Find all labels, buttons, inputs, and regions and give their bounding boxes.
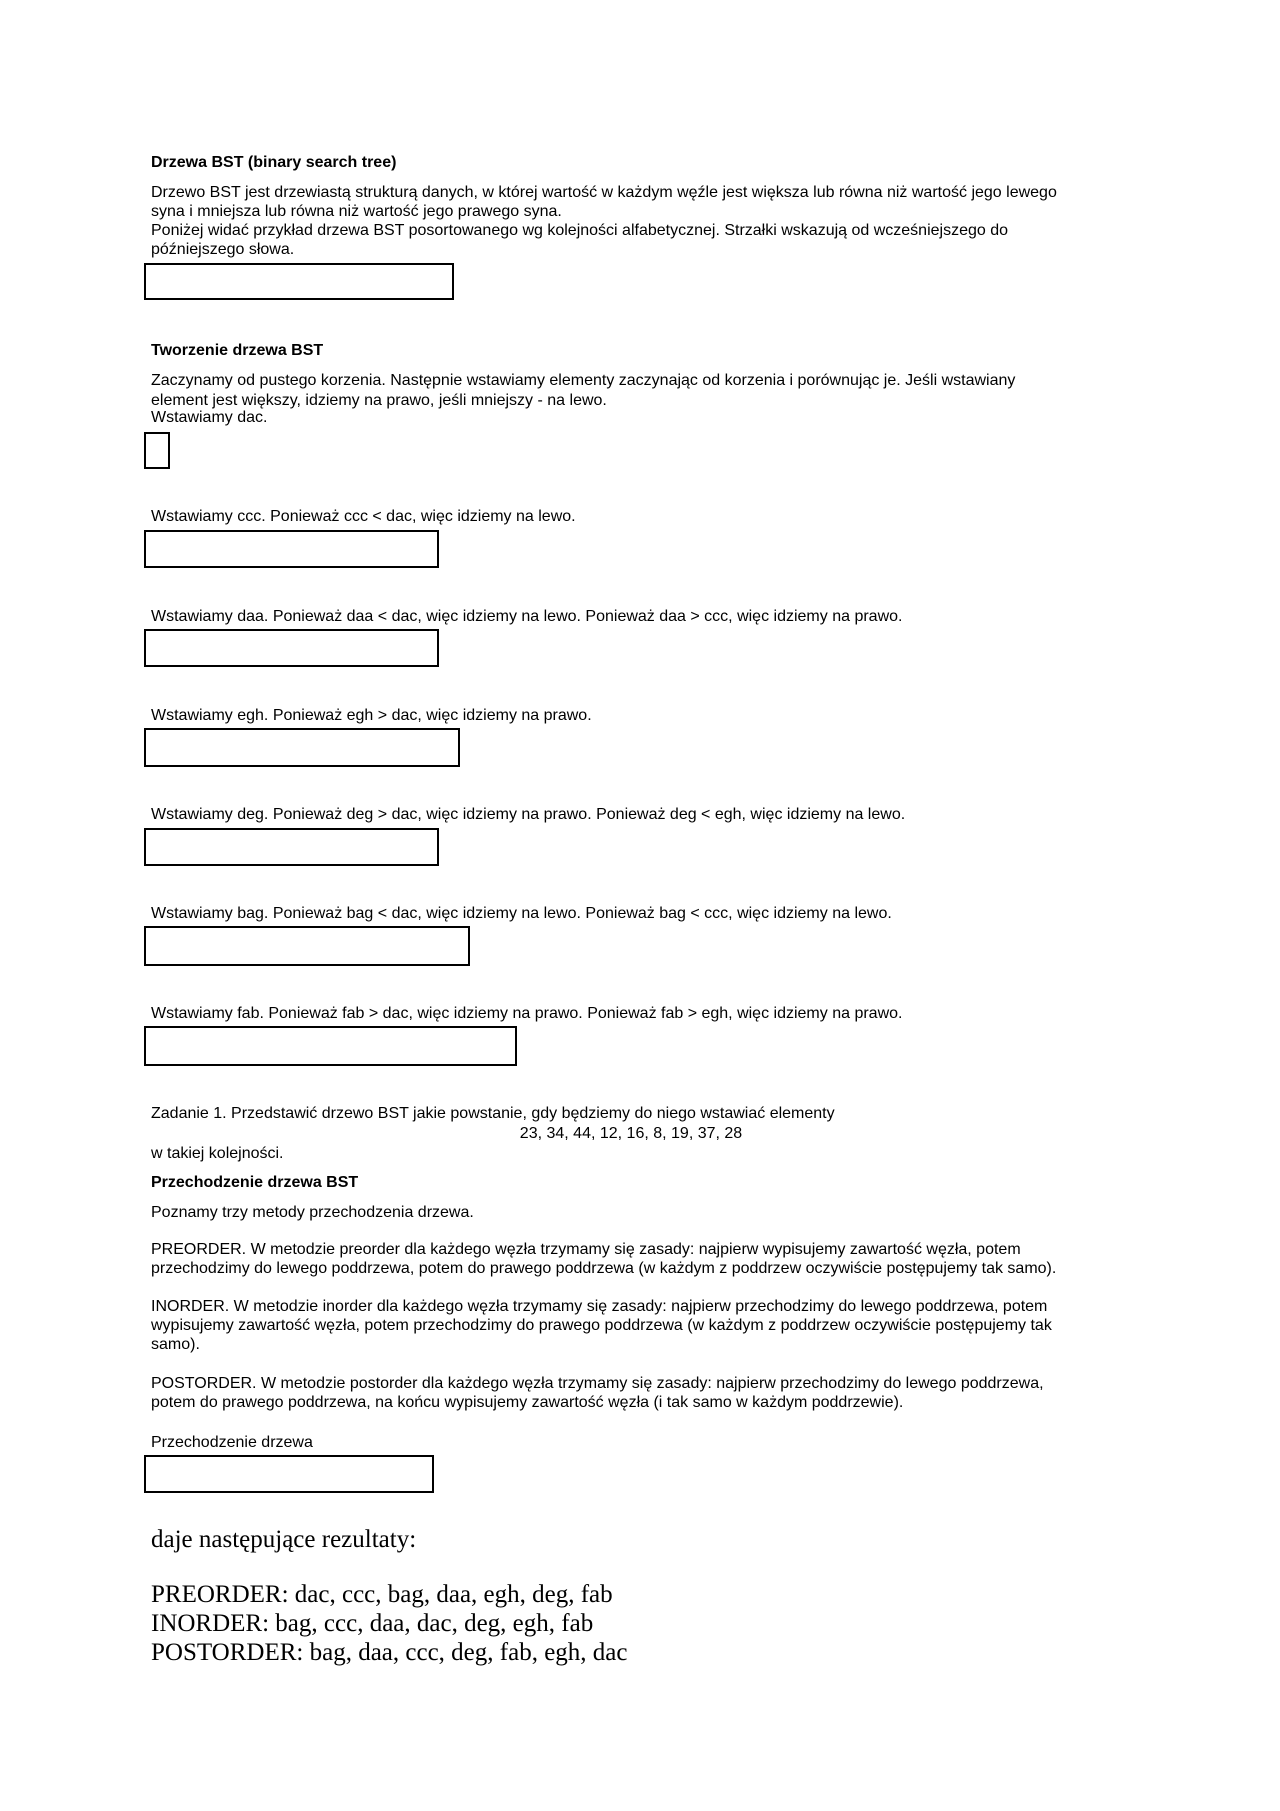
section-heading-bst: Drzewa BST (binary search tree)	[151, 154, 397, 171]
traversal-label: Przechodzenie drzewa	[151, 1434, 313, 1451]
paragraph-line: Zaczynamy od pustego korzenia. Następnie wstawiamy elementy zaczynając od korzenia i porównując je. Jeśli wstawiany	[151, 372, 1016, 389]
task-text: w takiej kolejności.	[151, 1145, 284, 1162]
result-inorder: INORDER: bag, ccc, daa, dac, deg, egh, fab	[151, 1610, 594, 1637]
paragraph-line: późniejszego słowa.	[151, 241, 295, 258]
step-text: Wstawiamy ccc. Ponieważ ccc < dac, więc idziemy na lewo.	[151, 508, 576, 525]
inorder-description: wypisujemy zawartość węzła, potem przechodzimy do prawego poddrzewa (w każdym z poddrzew oczywiście postępujemy tak	[151, 1317, 1052, 1334]
image-placeholder-example-tree	[144, 263, 454, 300]
step-text: Wstawiamy bag. Ponieważ bag < dac, więc idziemy na lewo. Ponieważ bag < ccc, więc idziemy na lewo.	[151, 905, 892, 922]
task-elements: 23, 34, 44, 12, 16, 8, 19, 37, 28	[519, 1125, 743, 1142]
preorder-description: przechodzimy do lewego poddrzewa, potem do prawego poddrzewa (w każdym z poddrzew oczywiście postępujemy tak samo).	[151, 1260, 1057, 1277]
image-placeholder-step-fab	[144, 1026, 517, 1066]
paragraph-line: Wstawiamy dac.	[151, 409, 268, 426]
result-postorder: POSTORDER: bag, daa, ccc, deg, fab, egh, dac	[151, 1639, 628, 1666]
step-text: Wstawiamy daa. Ponieważ daa < dac, więc idziemy na lewo. Ponieważ daa > ccc, więc idziemy na prawo.	[151, 608, 903, 625]
step-text: Wstawiamy deg. Ponieważ deg > dac, więc idziemy na prawo. Ponieważ deg < egh, więc idziemy na lewo.	[151, 806, 906, 823]
postorder-description: POSTORDER. W metodzie postorder dla każdego węzła trzymamy się zasady: najpierw przechodzimy do lewego poddrzewa,	[151, 1375, 1044, 1392]
image-placeholder-step-bag	[144, 926, 470, 966]
image-placeholder-step-dac	[144, 432, 170, 469]
inorder-description: samo).	[151, 1336, 200, 1353]
image-placeholder-step-egh	[144, 728, 460, 767]
section-heading-traversal: Przechodzenie drzewa BST	[151, 1174, 359, 1191]
step-text: Wstawiamy egh. Ponieważ egh > dac, więc idziemy na prawo.	[151, 707, 592, 724]
postorder-description: potem do prawego poddrzewa, na końcu wypisujemy zawartość węzła (i tak samo w każdym poddrzewie).	[151, 1394, 904, 1411]
result-preorder: PREORDER: dac, ccc, bag, daa, egh, deg, fab	[151, 1581, 613, 1608]
paragraph-line: Drzewo BST jest drzewiastą strukturą danych, w której wartość w każdym węźle jest większa lub równa niż wartość jego lewego	[151, 184, 1057, 201]
step-text: Wstawiamy fab. Ponieważ fab > dac, więc idziemy na prawo. Ponieważ fab > egh, więc idziemy na prawo.	[151, 1005, 903, 1022]
image-placeholder-step-ccc	[144, 530, 439, 568]
image-placeholder-step-daa	[144, 629, 439, 667]
image-placeholder-step-deg	[144, 828, 439, 866]
image-placeholder-traversal-tree	[144, 1455, 434, 1493]
section-heading-creating: Tworzenie drzewa BST	[151, 342, 324, 359]
paragraph-line: Poznamy trzy metody przechodzenia drzewa.	[151, 1204, 474, 1221]
paragraph-line: element jest większy, idziemy na prawo, jeśli mniejszy - na lewo.	[151, 392, 607, 409]
inorder-description: INORDER. W metodzie inorder dla każdego węzła trzymamy się zasady: najpierw przechodzimy do lewego poddrzewa, potem	[151, 1298, 1048, 1315]
task-text: Zadanie 1. Przedstawić drzewo BST jakie powstanie, gdy będziemy do niego wstawiać elementy	[151, 1105, 835, 1122]
paragraph-line: Poniżej widać przykład drzewa BST posortowanego wg kolejności alfabetycznej. Strzałki wskazują od wcześniejszego do	[151, 222, 1009, 239]
paragraph-line: syna i mniejsza lub równa niż wartość jego prawego syna.	[151, 203, 562, 220]
preorder-description: PREORDER. W metodzie preorder dla każdego węzła trzymamy się zasady: najpierw wypisujemy zawartość węzła, potem	[151, 1241, 1021, 1258]
results-intro: daje następujące rezultaty:	[151, 1526, 417, 1553]
